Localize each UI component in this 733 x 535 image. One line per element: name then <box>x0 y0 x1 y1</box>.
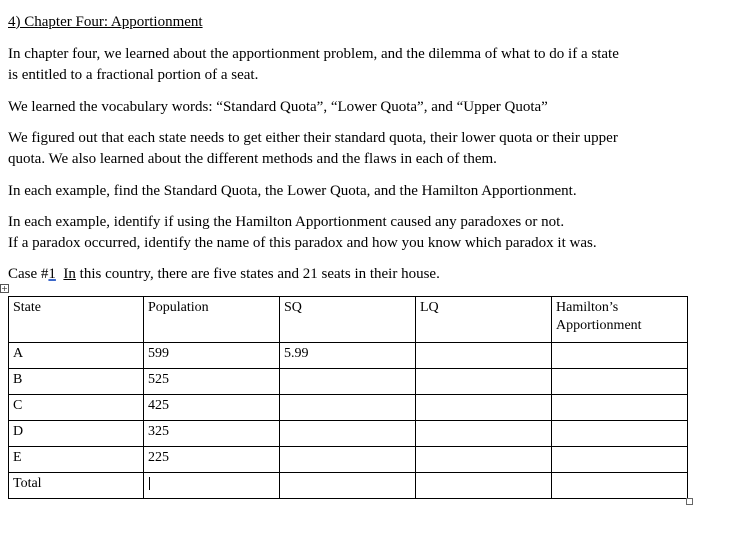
task2-line-2: If a paradox occurred, identify the name of this paradox and how you know which paradox it was. <box>8 235 597 251</box>
cell-sq[interactable]: 5.99 <box>280 343 416 369</box>
cell-population[interactable]: 525 <box>144 369 280 395</box>
quota-paragraph <box>8 128 618 170</box>
cell-state[interactable]: A <box>9 343 144 369</box>
header-hamilton[interactable]: Hamilton’s Apportionment <box>552 297 688 343</box>
task-paragraph-1: In each example, find the Standard Quota, the Lower Quota, and the Hamilton Apportionment. <box>8 183 577 199</box>
cell-lq[interactable] <box>416 369 552 395</box>
table-row <box>9 447 688 473</box>
cell-sq[interactable] <box>280 369 416 395</box>
case-line <box>8 264 440 285</box>
table-row <box>9 421 688 447</box>
quota-line-1: We figured out that each state needs to get either their standard quota, their lower quota or their upper <box>8 130 618 146</box>
case-description: this country, there are five states and 21 seats in their house. <box>75 266 440 282</box>
table-row <box>9 369 688 395</box>
chapter-heading: 4) Chapter Four: Apportionment <box>8 14 203 30</box>
cell-hamilton[interactable] <box>552 343 688 369</box>
cell-population[interactable]: 599 <box>144 343 280 369</box>
intro-line-1: In chapter four, we learned about the apportionment problem, and the dilemma of what to do if a state <box>8 46 619 62</box>
cell-hamilton[interactable] <box>552 421 688 447</box>
apportionment-table <box>8 296 688 499</box>
vocab-paragraph: We learned the vocabulary words: “Standard Quota”, “Lower Quota”, and “Upper Quota” <box>8 99 548 115</box>
cell-population[interactable]: 325 <box>144 421 280 447</box>
cell-lq[interactable] <box>416 447 552 473</box>
case-number: 1 <box>48 266 56 282</box>
cell-sq[interactable] <box>280 421 416 447</box>
case-in-word: In <box>63 266 76 282</box>
header-sq[interactable]: SQ <box>280 297 416 343</box>
table-row <box>9 395 688 421</box>
cell-state[interactable]: Total <box>9 473 144 499</box>
intro-line-2: is entitled to a fractional portion of a seat. <box>8 67 259 83</box>
cell-hamilton[interactable] <box>552 395 688 421</box>
quota-line-2: quota. We also learned about the different methods and the flaws in each of them. <box>8 151 497 167</box>
cell-lq[interactable] <box>416 395 552 421</box>
table-move-handle-icon[interactable]: + <box>1 284 8 293</box>
header-state[interactable]: State <box>9 297 144 343</box>
text-cursor <box>149 477 150 490</box>
task2-line-1: In each example, identify if using the Hamilton Apportionment caused any paradoxes or not. <box>8 214 565 230</box>
cell-population[interactable]: 425 <box>144 395 280 421</box>
task-paragraph-2 <box>8 212 597 254</box>
table-header-row <box>9 297 688 343</box>
cell-population[interactable]: 225 <box>144 447 280 473</box>
table-row <box>9 343 688 369</box>
cell-hamilton[interactable] <box>552 447 688 473</box>
cell-lq[interactable] <box>416 343 552 369</box>
table-row-total <box>9 473 688 499</box>
cell-lq[interactable] <box>416 421 552 447</box>
cell-state[interactable]: C <box>9 395 144 421</box>
header-lq[interactable]: LQ <box>416 297 552 343</box>
intro-paragraph <box>8 44 619 86</box>
cell-state[interactable]: B <box>9 369 144 395</box>
cell-population[interactable] <box>144 473 280 499</box>
cell-lq[interactable] <box>416 473 552 499</box>
header-population[interactable]: Population <box>144 297 280 343</box>
case-prefix: Case # <box>8 266 49 282</box>
cell-sq[interactable] <box>280 447 416 473</box>
table-resize-handle-icon[interactable] <box>686 498 693 505</box>
cell-state[interactable]: E <box>9 447 144 473</box>
cell-sq[interactable] <box>280 473 416 499</box>
cell-sq[interactable] <box>280 395 416 421</box>
cell-state[interactable]: D <box>9 421 144 447</box>
cell-hamilton[interactable] <box>552 473 688 499</box>
cell-hamilton[interactable] <box>552 369 688 395</box>
